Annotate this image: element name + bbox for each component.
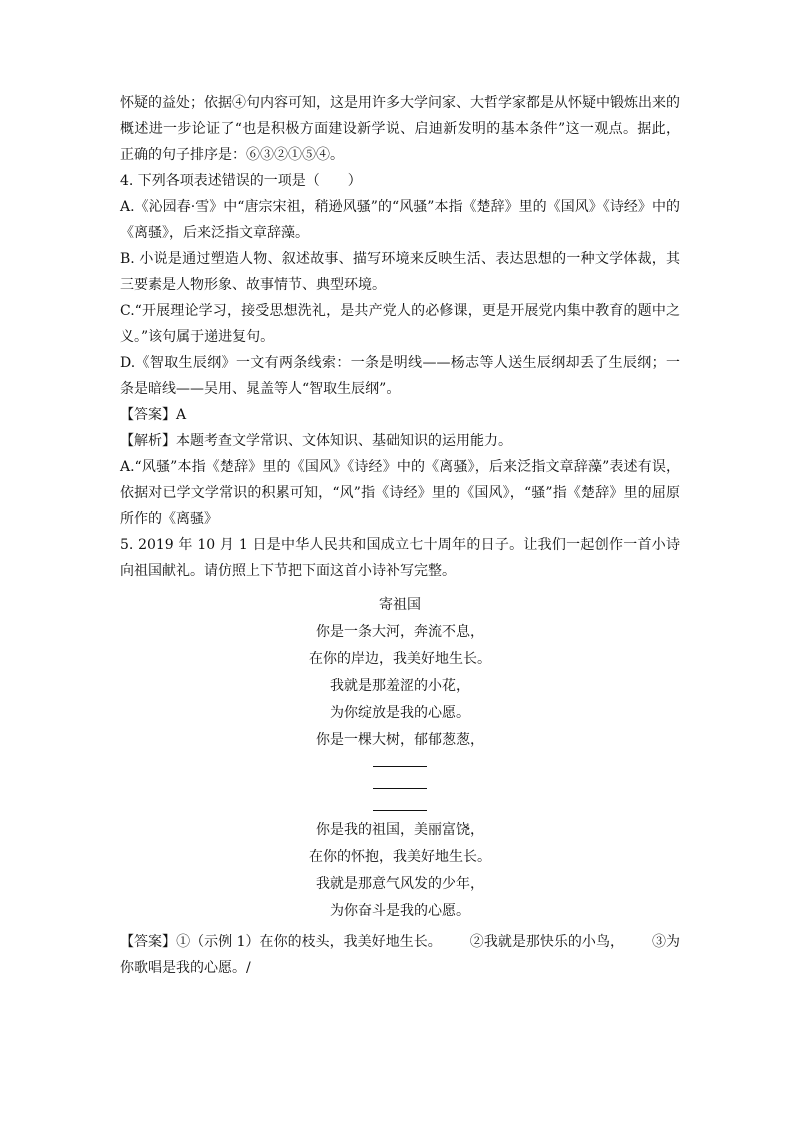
fill-in-blank-line [373, 788, 427, 789]
paragraph-continuation: 怀疑的益处；依据④句内容可知，这是用许多大学问家、大哲学家都是从怀疑中锻炼出来的概述进一步论证了“也是积极方面建设新学说、启迪新发明的基本条件”这一观点。据此，正确的句子排序是：⑥③②①⑤④。 [120, 95, 680, 163]
poem-line: 我就是那羞涩的小花， [330, 678, 470, 694]
answer-part-2: ②我就是那快乐的小鸟， [469, 934, 624, 950]
question-4-option-b: B. 小说是通过塑造人物、叙述故事、描写环境来反映生活、表达思想的一种文学体裁，其三要素是人物形象、故事情节、典型环境。 [120, 251, 680, 293]
question-4-option-d: D.《智取生辰纲》一文有两条线索：一条是明线——杨志等人送生辰纲却丢了生辰纲；一条是暗线——吴用、晁盖等人“智取生辰纲”。 [120, 355, 680, 397]
document-body [120, 90, 680, 981]
answer-label: 【答案】 [120, 934, 177, 950]
question-4-analysis-detail: A.“风骚”本指《楚辞》里的《国风》《诗经》中的《离骚》，后来泛指文章辞藻”表述有误，依据对已学文学常识的积累可知，“风”指《诗经》里的《国风》，“骚”指《楚辞》里的屈原所作的《离骚》 [120, 459, 680, 527]
question-5-stem: 5. 2019 年 10 月 1 日是中华人民共和国成立七十周年的日子。让我们一起创作一首小诗向祖国献礼。请仿照上下节把下面这首小诗补写完整。 [120, 537, 680, 579]
poem-line: 在你的怀抱，我美好地生长。 [309, 849, 491, 865]
question-4-stem: 4. 下列各项表述错误的一项是（ ） [120, 173, 362, 189]
poem-line: 为你奋斗是我的心愿。 [330, 903, 470, 919]
question-4-analysis: 【解析】本题考查文学常识、文体知识、基础知识的运用能力。 [120, 433, 512, 449]
question-5-answer [120, 929, 680, 981]
fill-in-blank-line [373, 766, 427, 767]
poem-line: 我就是那意气风发的少年， [316, 876, 484, 892]
poem-line: 为你绽放是我的心愿。 [330, 705, 470, 721]
poem-line: 你是一棵大树，郁郁葱葱， [316, 732, 484, 748]
question-4-option-c: C.“开展理论学习，接受思想洗礼，是共产党人的必修课，更是开展党内集中教育的题中之义。”该句属于递进复句。 [120, 303, 680, 345]
poem-line: 你是一条大河，奔流不息， [316, 624, 484, 640]
poem [120, 592, 680, 925]
answer-part-1: ①（示例 1）在你的枝头，我美好地生长。 [176, 934, 442, 950]
poem-title: 寄祖国 [379, 597, 421, 613]
poem-line: 在你的岸边，我美好地生长。 [309, 651, 491, 667]
question-4-answer: 【答案】A [120, 407, 187, 423]
poem-line: 你是我的祖国，美丽富饶， [316, 822, 484, 838]
question-4-option-a: A.《沁园春·雪》中“唐宗宋祖，稍逊风骚”的“风骚”本指《楚辞》里的《国风》《诗经》中的《离骚》，后来泛指文章辞藻。 [120, 199, 680, 241]
answer-part-3: ③为你歌唱是我的心愿。/ [120, 934, 681, 976]
